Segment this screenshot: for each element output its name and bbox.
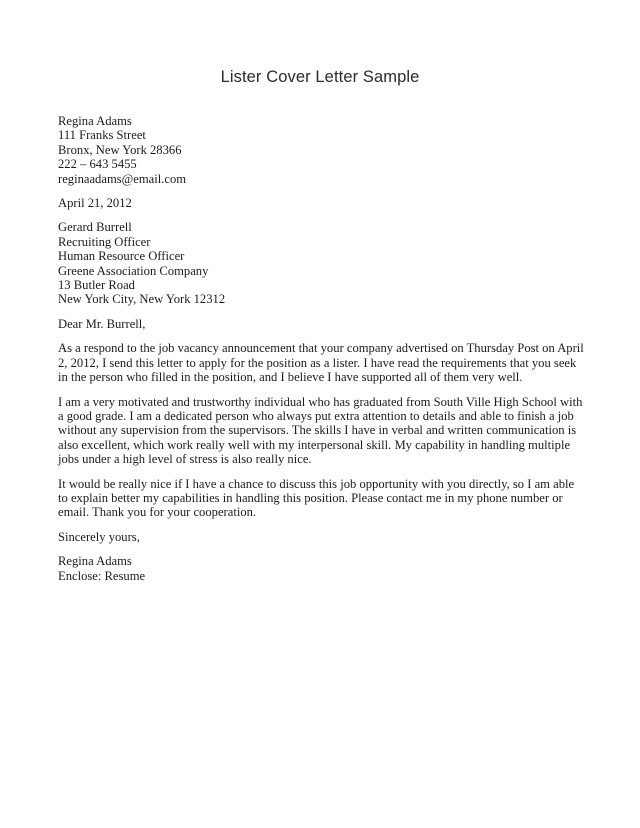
letter-date-block [58,196,586,210]
page-title: Lister Cover Letter Sample [220,68,420,86]
valediction-block [58,530,586,544]
recipient-company: Greene Association Company [58,263,209,278]
sender-city-state-zip: Bronx, New York 28366 [58,142,182,157]
signature-name: Regina Adams [58,554,132,569]
sender-street: 111 Franks Street [58,128,146,143]
recipient-department: Human Resource Officer [58,249,185,264]
recipient-address-block [58,220,586,306]
sender-phone: 222 – 643 5455 [58,157,137,172]
salutation: Dear Mr. Burrell, [58,316,146,331]
sender-address-block [58,114,586,186]
valediction: Sincerely yours, [58,529,140,544]
letter-body [58,114,586,583]
salutation-block [58,317,586,331]
enclosure-note: Enclose: Resume [58,568,146,583]
recipient-name: Gerard Burrell [58,220,132,235]
letter-date: April 21, 2012 [58,196,132,211]
recipient-title: Recruiting Officer [58,234,151,249]
body-paragraph-3: It would be really nice if I have a chance to discuss this job opportunity with you directly, so I am able to explain better my capabilities in handling this position. Please contact me in my phone number or email. Thank you for your cooperation. [58,476,578,520]
recipient-city-state-zip: New York City, New York 12312 [58,292,226,307]
sender-email: reginaadams@email.com [58,171,187,186]
body-paragraph-2: I am a very motivated and trustworthy individual who has graduated from South Ville High School with a good grade. I am a dedicated person who always put extra attention to details and able to finish a job without any supervision from the supervisors. The skills I have in verbal and written communication is also excellent, which work really well with my interpersonal skill. My capability in handling multiple jobs under a high level of stress is also really nice. [58,394,586,467]
signature-block [58,554,586,583]
sender-name: Regina Adams [58,114,132,128]
body-paragraph-1: As a respond to the job vacancy announcement that your company advertised on Thursday Post on April 2, 2012, I send this letter to apply for the position as a lister. I have read the requirements that you seek in the person who filled in the position, and I believe I have supported all of them very well. [58,341,587,385]
recipient-street: 13 Butler Road [58,278,135,293]
